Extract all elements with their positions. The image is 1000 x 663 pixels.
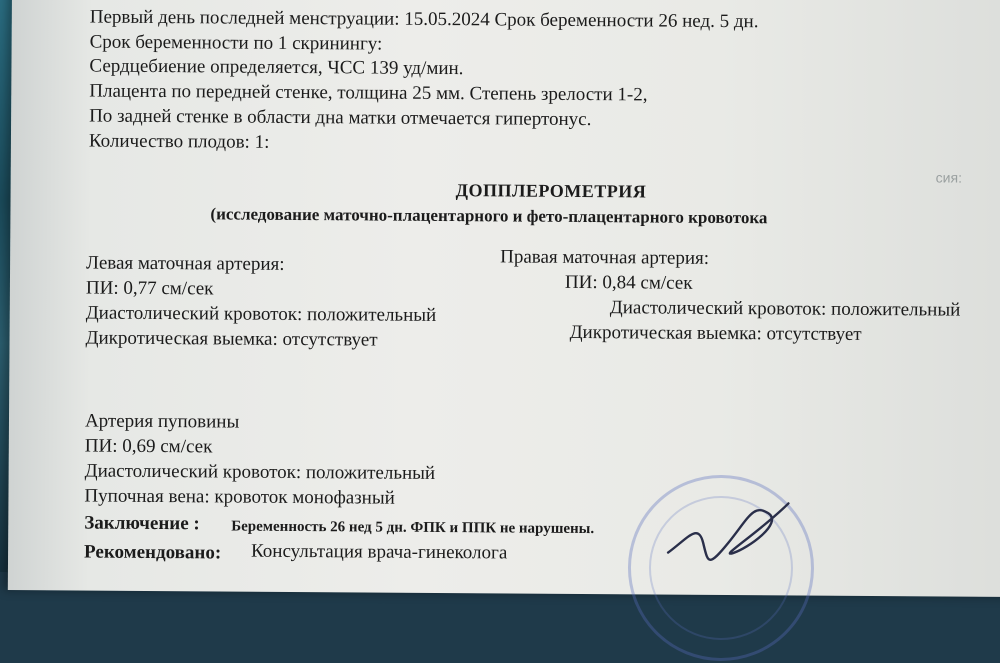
heartbeat-line: Сердцебиение определяется, ЧСС 139 уд/мин. xyxy=(89,55,464,80)
doppler-subtitle: (исследование маточно-плацентарного и фето-плацентарного кровотока xyxy=(210,204,768,228)
umbilical-artery-heading: Артерия пуповины xyxy=(84,410,240,433)
umbilical-vein: Пупочная вена: кровоток монофазный xyxy=(84,485,395,509)
conclusion-label: Заключение : xyxy=(84,512,200,535)
left-artery-notch: Дикротическая выемка: отсутствует xyxy=(85,327,378,351)
umbilical-diastolic: Диастолический кровоток: положительный xyxy=(84,460,436,484)
conclusion-text: Беременность 26 нед 5 дн. ФПК и ППК не нарушены. xyxy=(231,518,595,538)
fetus-count-line: Количество плодов: 1: xyxy=(88,130,270,153)
document-page xyxy=(8,0,1000,597)
faint-edge-text: сия: xyxy=(935,169,963,186)
placenta-line: Плацента по передней стенке, толщина 25 мм. Степень зрелости 1-2, xyxy=(89,80,648,106)
right-artery-pi: ПИ: 0,84 см/сек xyxy=(564,271,693,294)
right-artery-diastolic: Диастолический кровоток: положительный xyxy=(609,297,961,321)
left-artery-heading: Левая маточная артерия: xyxy=(86,252,285,275)
right-artery-heading: Правая маточная артерия: xyxy=(500,246,710,269)
left-artery-diastolic: Диастолический кровоток: положительный xyxy=(85,302,437,326)
signature xyxy=(658,483,799,574)
recommendation-label: Рекомендовано: xyxy=(84,541,222,564)
hypertonus-line: По задней стенке в области дна матки отмечается гипертонус. xyxy=(89,105,592,131)
recommendation-text: Консультация врача-гинеколога xyxy=(251,540,508,564)
lmp-line: Первый день последней менструации: 15.05.2024 Срок беременности 26 нед. 5 дн. xyxy=(89,6,759,33)
right-artery-notch: Дикротическая выемка: отсутствует xyxy=(569,321,862,345)
left-artery-pi: ПИ: 0,77 см/сек xyxy=(85,277,214,300)
screening-term-line: Срок беременности по 1 скринингу: xyxy=(89,31,383,55)
umbilical-pi: ПИ: 0,69 см/сек xyxy=(84,435,213,458)
doppler-title: ДОППЛЕРОМЕТРИЯ xyxy=(455,180,647,202)
